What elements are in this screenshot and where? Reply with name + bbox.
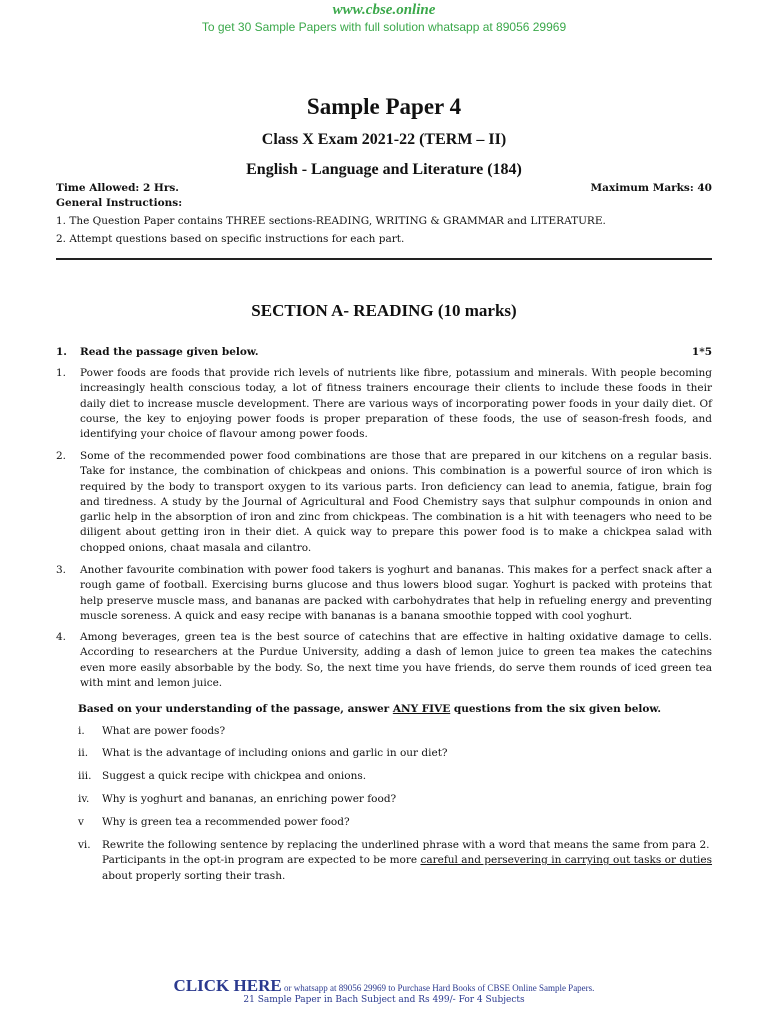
click-here-link[interactable]: CLICK HERE [173, 976, 282, 995]
divider [56, 258, 712, 260]
underlined-phrase: careful and persevering in carrying out tasks or duties [420, 854, 713, 867]
passage-paragraph [56, 449, 712, 556]
time-allowed: Time Allowed: 2 Hrs. [56, 182, 179, 194]
sub-question [78, 769, 712, 784]
question-text: Read the passage given below. [80, 346, 259, 358]
footer-subtext: 21 Sample Paper in Bach Subject and Rs 499/- For 4 Subjects [243, 995, 525, 1005]
instruction-text: Based on your understanding of the passage, answer [78, 703, 393, 715]
sub-question [78, 792, 712, 807]
answer-instruction [78, 702, 718, 716]
paragraph-text: Another favourite combination with power food takers is yoghurt and bananas. This makes for a perfect snack after a rough game of football. Exercising burns glucose and thus lowers blood sugar. Yoghurt is packed with proteins that help preserve muscle mass, and bananas are packed with carbohydrates that help in refueling energy and preventing muscle soreness. A quick and easy recipe with bananas is a banana smoothie topped with cool yoghurt. [80, 564, 712, 622]
sub-question [78, 746, 712, 761]
sub-question-prompt: Rewrite the following sentence by replacing the underlined phrase with a word that means the same from para 2. [102, 839, 710, 851]
footer-text: or whatsapp at 89056 29969 to Purchase Hard Books of CBSE Online Sample Papers. [281, 983, 595, 993]
passage-paragraph [56, 366, 712, 442]
passage-paragraph [56, 563, 712, 624]
instruction-text: questions from the six given below. [450, 703, 662, 715]
sub-question-text [102, 838, 712, 884]
sub-question-number: vi. [78, 839, 91, 851]
sub-question-number: iv. [78, 793, 90, 805]
sub-question [78, 838, 712, 884]
question-marks: 1*5 [691, 346, 712, 358]
question-1-header [56, 345, 712, 360]
sub-question-text: What is the advantage of including onions and garlic in our diet? [102, 747, 448, 759]
subject-line: English - Language and Literature (184) [246, 161, 522, 178]
sentence-text: Participants in the opt-in program are expected to be more [102, 854, 421, 867]
class-line: Class X Exam 2021-22 (TERM – II) [261, 131, 507, 148]
promo-banner: To get 30 Sample Papers with full solution whatsapp at 89056 29969 [201, 20, 567, 34]
sub-question-text: Why is green tea a recommended power food? [102, 816, 350, 828]
paragraph-text: Some of the recommended power food combinations are those that are prepared in our kitchens on a regular basis. Take for instance, the combination of chickpeas and onions. This combination is a powerful source of iron which is required by the body to transport oxygen to its various parts. Iron deficiency can lead to anemia, fatigue, brain fog and tiredness. A study by the Journal of Agricultural and Food Chemistry says that sulphur compounds in onion and garlic help in the absorption of iron and zinc from chickpeas. The combination is a hit with teenagers who need to be diligent about getting iron in their diet. A quick way to prepare this power food is to make a chickpea salad with chopped onions, chaat masala and cilantro. [80, 450, 712, 554]
paragraph-text: Among beverages, green tea is the best source of catechins that are effective in halting oxidative damage to cells. According to researchers at the Purdue University, adding a dash of lemon juice to green tea makes the catechins even more easily absorbable by the body. So, the next time you have friends, do serve them rounds of iced green tea with mint and lemon juice. [80, 631, 712, 689]
paragraph-text: Power foods are foods that provide rich levels of nutrients like fibre, potassium and minerals. With people becoming increasingly health conscious today, a lot of fitness trainers encourage their clients to include these foods in their daily diet to increase muscle development. There are various ways of incorporating power foods in your daily diet. Of course, the key to enjoying power foods is proper preparation of these foods, the use of season-fresh foods, and identifying your choice of flavour among power foods. [80, 367, 712, 441]
instruction-item: 2. Attempt questions based on specific instructions for each part. [56, 233, 405, 245]
section-heading: SECTION A- READING (10 marks) [251, 301, 517, 320]
sub-question-text: Why is yoghurt and bananas, an enriching power food? [102, 793, 397, 805]
sub-question [78, 815, 712, 830]
sub-question-number: v [78, 816, 84, 828]
page-title: Sample Paper 4 [306, 94, 462, 119]
sub-question-number: iii. [78, 770, 92, 782]
footer [0, 976, 768, 996]
site-url[interactable]: www.cbse.online [332, 2, 436, 18]
sub-question-number: i. [78, 725, 85, 737]
question-number: 1. [56, 346, 67, 358]
sub-question-text: What are power foods? [102, 725, 226, 737]
paragraph-number: 4. [56, 631, 67, 643]
sentence-text: about properly sorting their trash. [102, 869, 286, 882]
sub-question-number: ii. [78, 747, 89, 759]
instruction-emphasis: ANY FIVE [392, 703, 451, 715]
paragraph-number: 3. [56, 564, 67, 576]
sub-question [78, 724, 712, 739]
paragraph-number: 1. [56, 367, 67, 379]
maximum-marks: Maximum Marks: 40 [590, 182, 712, 194]
paragraph-number: 2. [56, 450, 67, 462]
instruction-item: 1. The Question Paper contains THREE sections-READING, WRITING & GRAMMAR and LITERATURE. [56, 215, 606, 227]
passage-paragraph [56, 630, 712, 691]
sub-question-text: Suggest a quick recipe with chickpea and onions. [102, 770, 367, 782]
general-instructions-label: General Instructions: [56, 197, 183, 209]
